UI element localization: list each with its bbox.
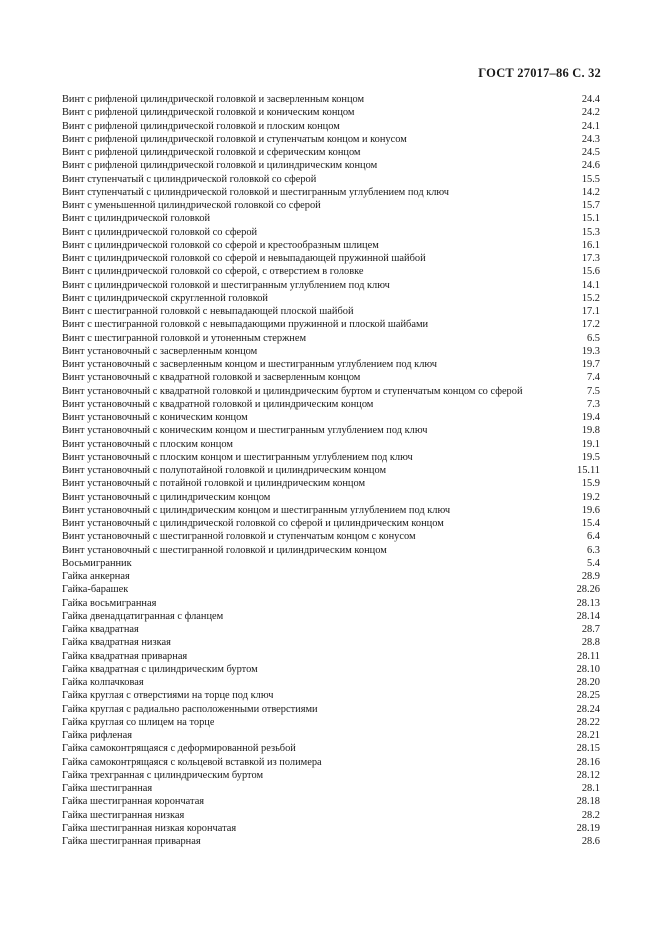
index-entry [62, 583, 600, 596]
index-reference: 28.12 [576, 769, 600, 781]
index-reference: 19.1 [581, 438, 600, 450]
index-reference: 28.7 [581, 624, 600, 635]
index-reference: 28.13 [576, 597, 600, 609]
index-reference: 15.6 [581, 266, 600, 278]
index-entry [62, 530, 600, 543]
index-entry [62, 504, 600, 517]
index-entry [62, 623, 600, 636]
index-entry [62, 517, 600, 530]
index-term: Гайка-барашек [62, 584, 129, 596]
index-reference: 15.5 [581, 173, 600, 185]
index-entry [62, 385, 600, 398]
index-entry [62, 570, 600, 583]
index-entry [62, 345, 600, 358]
index-entry [62, 146, 600, 159]
index-entry [62, 358, 600, 371]
index-term: Винт установочный с цилиндрическим концом [62, 491, 271, 503]
index-entry [62, 398, 600, 411]
index-term: Гайка двенадцатигранная с фланцем [62, 610, 224, 622]
index-entry [62, 477, 600, 490]
index-entry [62, 464, 600, 477]
index-entry [62, 252, 600, 265]
index-reference: 17.3 [581, 253, 600, 264]
index-entry [62, 716, 600, 729]
index-entry [62, 332, 600, 345]
index-reference: 28.1 [581, 783, 600, 794]
index-term: Винт с цилиндрической головкой [62, 213, 211, 225]
index-term: Гайка круглая с радиально расположенными отверстиями [62, 703, 318, 715]
index-reference: 28.24 [576, 703, 600, 715]
index-entry [62, 636, 600, 649]
index-term: Гайка самоконтрящаяся с кольцевой вставкой из полимера [62, 756, 322, 768]
index-reference: 15.4 [581, 518, 600, 529]
index-term: Винт с шестигранной головкой и утоненным стержнем [62, 332, 307, 344]
index-entry [62, 809, 600, 822]
index-reference: 24.6 [581, 160, 600, 172]
index-term: Гайка шестигранная приварная [62, 836, 201, 847]
index-term: Гайка шестигранная низкая корончатая [62, 822, 237, 834]
index-term: Винт установочный с засверленным концом [62, 345, 258, 357]
index-entry [62, 318, 600, 331]
index-entry [62, 239, 600, 252]
index-reference: 28.14 [576, 610, 600, 622]
index-reference: 14.2 [581, 186, 600, 198]
index-reference: 14.1 [581, 279, 600, 291]
index-entry [62, 120, 600, 133]
index-term: Гайка круглая с отверстиями на торце под ключ [62, 690, 274, 702]
index-term: Винт с цилиндрической головкой и шестигранным углублением под ключ [62, 279, 390, 291]
index-entry [62, 226, 600, 239]
index-entry [62, 305, 600, 318]
index-entry [62, 650, 600, 663]
index-term: Гайка шестигранная корончатая [62, 796, 205, 808]
index-entry [62, 557, 600, 570]
index-term: Винт с рифленой цилиндрической головкой и коническим концом [62, 107, 355, 119]
index-entry [62, 795, 600, 808]
index-entry [62, 265, 600, 278]
index-reference: 28.2 [581, 809, 600, 821]
index-entry [62, 756, 600, 769]
index-reference: 28.6 [581, 836, 600, 847]
index-reference: 19.5 [581, 451, 600, 463]
index-term: Гайка квадратная [62, 624, 139, 635]
index-reference: 15.11 [577, 465, 600, 476]
index-entry [62, 729, 600, 742]
index-reference: 28.20 [576, 677, 600, 688]
index-reference: 28.21 [576, 730, 600, 741]
index-term: Винт установочный с квадратной головкой и засверленным концом [62, 372, 361, 384]
index-entry [62, 597, 600, 610]
index-entry [62, 186, 600, 199]
index-entry [62, 199, 600, 212]
index-reference: 19.2 [581, 491, 600, 503]
index-entry [62, 689, 600, 702]
index-reference: 28.25 [576, 690, 600, 702]
index-term: Винт установочный с засверленным концом и шестигранным углублением под ключ [62, 359, 438, 370]
index-reference: 15.3 [581, 226, 600, 238]
index-reference: 28.15 [576, 743, 600, 755]
index-entry [62, 451, 600, 464]
index-term: Винт установочный с коническим концом и шестигранным углублением под ключ [62, 425, 428, 437]
index-term: Винт с цилиндрической головкой со сферой [62, 226, 258, 238]
index-entry [62, 93, 600, 106]
index-term: Гайка колпачковая [62, 677, 144, 688]
index-entry [62, 822, 600, 835]
index-term: Винт установочный с шестигранной головкой и цилиндрическим концом [62, 544, 387, 556]
index-reference: 6.5 [587, 332, 600, 344]
index-entry [62, 159, 600, 172]
index-entry [62, 292, 600, 305]
alphabetical-index [62, 93, 600, 848]
index-entry [62, 438, 600, 451]
index-term: Винт установочный с квадратной головкой и цилиндрическим буртом и ступенчатым концом со сферой [62, 385, 523, 397]
index-term: Винт установочный с коническим концом [62, 412, 248, 423]
index-entry [62, 835, 600, 848]
index-term: Винт установочный с полупотайной головкой и цилиндрическим концом [62, 465, 387, 476]
index-reference: 24.2 [581, 107, 600, 119]
index-term: Гайка восьмигранная [62, 597, 157, 609]
index-entry [62, 676, 600, 689]
index-reference: 19.7 [581, 359, 600, 370]
index-term: Винт с цилиндрической головкой со сферой и крестообразным шлицем [62, 239, 379, 251]
index-term: Гайка рифленая [62, 730, 132, 741]
index-term: Винт с рифленой цилиндрической головкой и сферическим концом [62, 147, 361, 158]
index-term: Гайка шестигранная [62, 783, 153, 794]
index-reference: 16.1 [581, 239, 600, 251]
index-entry [62, 544, 600, 557]
index-reference: 7.3 [587, 398, 600, 410]
index-reference: 15.1 [581, 213, 600, 225]
index-term: Гайка круглая со шлицем на торце [62, 716, 215, 728]
index-reference: 19.4 [581, 412, 600, 423]
index-reference: 15.9 [581, 478, 600, 490]
index-entry [62, 279, 600, 292]
index-reference: 15.7 [581, 200, 600, 211]
index-term: Винт с рифленой цилиндрической головкой и плоским концом [62, 120, 340, 132]
index-term: Винт с рифленой цилиндрической головкой и цилиндрическим концом [62, 160, 378, 172]
index-reference: 28.9 [581, 571, 600, 582]
index-term: Гайка квадратная приварная [62, 650, 188, 662]
index-term: Винт с цилиндрической головкой со сферой и невыпадающей пружинной шайбой [62, 253, 426, 264]
index-reference: 15.2 [581, 292, 600, 304]
index-reference: 17.1 [581, 306, 600, 317]
page-header: ГОСТ 27017–86 С. 32 [478, 66, 601, 80]
index-entry [62, 610, 600, 623]
index-term: Винт с шестигранной головкой с невыпадающими пружинной и плоской шайбами [62, 319, 429, 331]
index-entry [62, 133, 600, 146]
index-entry [62, 782, 600, 795]
index-entry [62, 491, 600, 504]
index-reference: 5.4 [587, 557, 600, 569]
index-reference: 24.3 [581, 133, 600, 145]
index-entry [62, 106, 600, 119]
index-reference: 6.4 [587, 531, 600, 543]
index-term: Гайка квадратная с цилиндрическим буртом [62, 663, 258, 675]
index-entry [62, 411, 600, 424]
index-term: Винт ступенчатый с цилиндрической головкой и шестигранным углублением под ключ [62, 186, 450, 198]
index-term: Винт установочный с цилиндрическим концом и шестигранным углублением под ключ [62, 504, 451, 516]
index-reference: 7.5 [587, 385, 600, 397]
index-entry [62, 173, 600, 186]
index-reference: 28.8 [581, 637, 600, 649]
index-entry [62, 769, 600, 782]
index-reference: 24.5 [581, 147, 600, 158]
index-term: Винт с цилиндрической головкой со сферой, с отверстием в головке [62, 266, 364, 278]
index-entry [62, 424, 600, 437]
index-reference: 19.8 [581, 425, 600, 437]
index-reference: 24.1 [581, 120, 600, 132]
index-reference: 28.10 [576, 663, 600, 675]
index-reference: 7.4 [587, 372, 600, 384]
index-term: Восьмигранник [62, 557, 132, 569]
index-entry [62, 212, 600, 225]
index-term: Винт с шестигранной головкой с невыпадающей плоской шайбой [62, 306, 354, 317]
index-term: Гайка анкерная [62, 571, 130, 582]
index-term: Винт установочный с квадратной головкой и цилиндрическим концом [62, 398, 374, 410]
index-reference: 6.3 [587, 544, 600, 556]
index-reference: 28.11 [577, 650, 600, 662]
index-term: Гайка квадратная низкая [62, 637, 171, 649]
index-entry [62, 371, 600, 384]
index-reference: 19.6 [581, 504, 600, 516]
index-reference: 28.26 [576, 584, 600, 596]
index-term: Винт с цилиндрической скругленной головкой [62, 292, 268, 304]
index-term: Винт с рифленой цилиндрической головкой и засверленным концом [62, 94, 365, 105]
index-reference: 28.22 [576, 716, 600, 728]
index-term: Винт установочный с плоским концом [62, 438, 233, 450]
index-reference: 28.18 [576, 796, 600, 808]
index-entry [62, 742, 600, 755]
index-term: Винт с рифленой цилиндрической головкой и ступенчатым концом и конусом [62, 133, 407, 145]
index-reference: 24.4 [581, 94, 600, 105]
index-reference: 19.3 [581, 345, 600, 357]
index-reference: 28.16 [576, 756, 600, 768]
index-entry [62, 703, 600, 716]
index-reference: 28.19 [576, 822, 600, 834]
index-term: Гайка трехгранная с цилиндрическим буртом [62, 769, 264, 781]
index-reference: 17.2 [581, 319, 600, 331]
index-term: Винт установочный с потайной головкой и цилиндрическим концом [62, 478, 366, 490]
index-term: Винт ступенчатый с цилиндрической головкой со сферой [62, 173, 317, 185]
index-term: Гайка шестигранная низкая [62, 809, 185, 821]
index-term: Винт установочный с шестигранной головкой и ступенчатым концом с конусом [62, 531, 416, 543]
index-term: Винт установочный с цилиндрической головкой со сферой и цилиндрическим концом [62, 518, 444, 529]
index-entry [62, 663, 600, 676]
index-term: Гайка самоконтрящаяся с деформированной резьбой [62, 743, 296, 755]
index-term: Винт установочный с плоским концом и шестигранным углублением под ключ [62, 451, 413, 463]
index-term: Винт с уменьшенной цилиндрической головкой со сферой [62, 200, 321, 211]
